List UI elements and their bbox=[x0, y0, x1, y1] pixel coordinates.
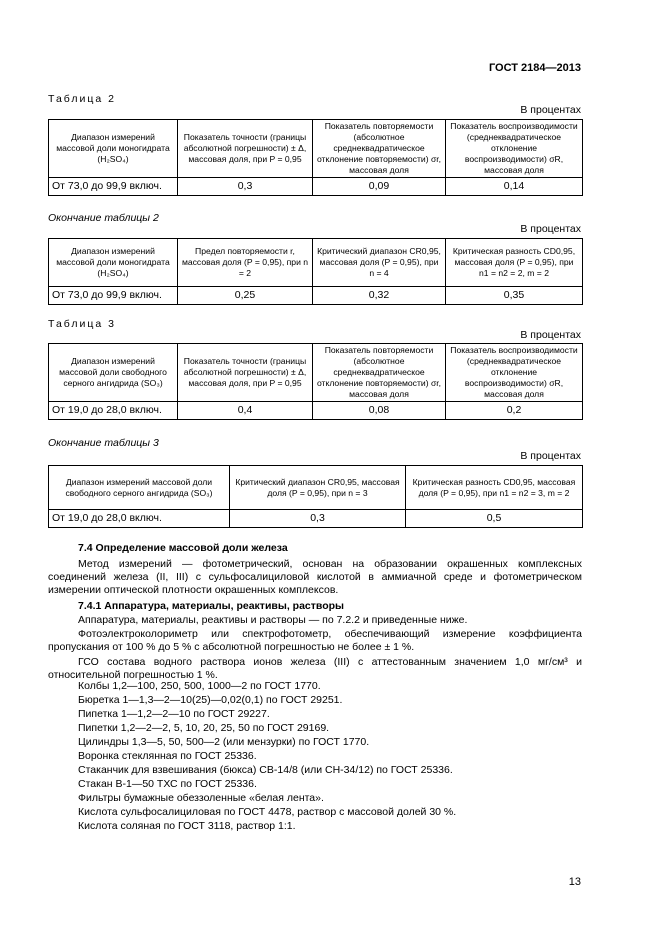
table3-header-accuracy: Показатель точности (границы абсолютной погрешности) ± Δ, массовая доля, при P = 0,95 bbox=[178, 344, 313, 402]
table2-cell-range: От 73,0 до 99,9 включ. bbox=[49, 178, 178, 196]
table3-caption: Таблица 3 bbox=[48, 318, 116, 330]
table3-end-cell-range: От 19,0 до 28,0 включ. bbox=[49, 510, 230, 528]
table3-end bbox=[48, 465, 583, 528]
table3-units: В процентах bbox=[520, 329, 581, 341]
table2-caption: Таблица 2 bbox=[48, 93, 116, 105]
section-7-4-1-title: 7.4.1 Аппаратура, материалы, реактивы, растворы bbox=[78, 600, 345, 612]
table3-cell-range: От 19,0 до 28,0 включ. bbox=[49, 402, 178, 420]
table3-end-header-critical-range: Критический диапазон CR0,95, массовая доля (P = 0,95), при n = 3 bbox=[230, 466, 406, 510]
section-7-4-intro: Метод измерений — фотометрический, основан на образовании окрашенных комплексных соединений железа (II, III) с сульфосалициловой кислотой в аммиачной среде и фотометрическом измерении оптической плотности окрашенных комплексов. bbox=[48, 558, 582, 596]
table3-header-range: Диапазон измерений массовой доли свободного серного ангидрида (SO₃) bbox=[49, 344, 178, 402]
table2-end-cell-range: От 73,0 до 99,9 включ. bbox=[49, 287, 178, 305]
table2-end-header-range: Диапазон измерений массовой доли моногидрата (H₂SO₄) bbox=[49, 239, 178, 287]
list-item: Воронка стеклянная по ГОСТ 25336. bbox=[78, 750, 257, 762]
table2 bbox=[48, 119, 583, 196]
list-item: Пипетка 1—1,2—2—10 по ГОСТ 29227. bbox=[78, 708, 270, 720]
table3-cell-accuracy: 0,4 bbox=[178, 402, 313, 420]
page-number: 13 bbox=[568, 876, 581, 888]
table3-cell-reproducibility: 0,2 bbox=[446, 402, 583, 420]
list-item: Кислота сульфосалициловая по ГОСТ 4478, раствор с массовой долей 30 %. bbox=[78, 806, 457, 818]
table2-header-reproducibility: Показатель воспроизводимости (среднеквадратическое отклонение воспроизводимости) σR, массовая доля bbox=[446, 120, 583, 178]
section-7-4-1-p2: Фотоэлектроколориметр или спектрофотометр, обеспечивающий измерение коэффициента пропускания от 100 % до 5 % с абсолютной погрешностью не более ± 1 %. bbox=[48, 628, 582, 653]
table3-end-header-critical-difference: Критическая разность CD0,95, массовая доля (P = 0,95), при n1 = n2 = 3, m = 2 bbox=[406, 466, 583, 510]
list-item: Пипетки 1,2—2—2, 5, 10, 20, 25, 50 по ГОСТ 29169. bbox=[78, 722, 330, 734]
table2-header-repeatability: Показатель повторяемости (абсолютное среднеквадратическое отклонение повторяемости) σr, массовая доля bbox=[313, 120, 446, 178]
table2-end bbox=[48, 238, 583, 305]
table2-end-header-critical-difference: Критическая разность CD0,95, массовая доля (P = 0,95), при n1 = n2 = 2, m = 2 bbox=[446, 239, 583, 287]
table3-end-units: В процентах bbox=[520, 450, 581, 462]
table2-units: В процентах bbox=[520, 104, 581, 116]
table2-end-header-critical-range: Критический диапазон CR0,95, массовая доля (P = 0,95), при n = 4 bbox=[313, 239, 446, 287]
list-item: Кислота соляная по ГОСТ 3118, раствор 1:1. bbox=[78, 820, 296, 832]
table2-cell-accuracy: 0,3 bbox=[178, 178, 313, 196]
table3 bbox=[48, 343, 583, 420]
list-item: Бюретка 1—1,3—2—10(25)—0,02(0,1) по ГОСТ 29251. bbox=[78, 694, 343, 706]
table2-end-cell-critical-range: 0,32 bbox=[313, 287, 446, 305]
table2-end-header-limit: Предел повторяемости r, массовая доля (P = 0,95), при n = 2 bbox=[178, 239, 313, 287]
table3-header-reproducibility: Показатель воспроизводимости (среднеквадратическое отклонение воспроизводимости) σR, массовая доля bbox=[446, 344, 583, 402]
table3-end-header-range: Диапазон измерений массовой доли свободного серного ангидрида (SO₃) bbox=[49, 466, 230, 510]
section-7-4-1-p1: Аппаратура, материалы, реактивы и растворы — по 7.2.2 и приведенные ниже. bbox=[78, 614, 468, 626]
table2-end-units: В процентах bbox=[520, 223, 581, 235]
table2-cell-repeatability: 0,09 bbox=[313, 178, 446, 196]
section-7-4-title: 7.4 Определение массовой доли железа bbox=[78, 542, 288, 554]
table3-header-repeatability: Показатель повторяемости (абсолютное среднеквадратическое отклонение повторяемости) σr, массовая доля bbox=[313, 344, 446, 402]
list-item: Фильтры бумажные обеззоленные «белая лента». bbox=[78, 792, 324, 804]
table3-cell-repeatability: 0,08 bbox=[313, 402, 446, 420]
list-item: Цилиндры 1,3—5, 50, 500—2 (или мензурки) по ГОСТ 1770. bbox=[78, 736, 370, 748]
section-7-4-1-p3: ГСО состава водного раствора ионов железа (III) с аттестованным значением 1,0 мг/см³ и относительной погрешностью 1 %. bbox=[48, 656, 582, 681]
table3-end-caption: Окончание таблицы 3 bbox=[48, 437, 159, 449]
list-item: Стакан В-1—50 ТХС по ГОСТ 25336. bbox=[78, 778, 257, 790]
table2-cell-reproducibility: 0,14 bbox=[446, 178, 583, 196]
standard-number: ГОСТ 2184—2013 bbox=[488, 62, 581, 74]
table2-header-accuracy: Показатель точности (границы абсолютной погрешности) ± Δ, массовая доля, при P = 0,95 bbox=[178, 120, 313, 178]
list-item: Колбы 1,2—100, 250, 500, 1000—2 по ГОСТ 1770. bbox=[78, 680, 321, 692]
table2-end-cell-critical-difference: 0,35 bbox=[446, 287, 583, 305]
table2-end-cell-limit: 0,25 bbox=[178, 287, 313, 305]
list-item: Стаканчик для взвешивания (бюкса) СВ-14/8 (или СН-34/12) по ГОСТ 25336. bbox=[78, 764, 453, 776]
table3-end-cell-critical-range: 0,3 bbox=[230, 510, 406, 528]
table2-end-caption: Окончание таблицы 2 bbox=[48, 212, 159, 224]
table3-end-cell-critical-difference: 0,5 bbox=[406, 510, 583, 528]
table2-header-range: Диапазон измерений массовой доли моногидрата (H₂SO₄) bbox=[49, 120, 178, 178]
